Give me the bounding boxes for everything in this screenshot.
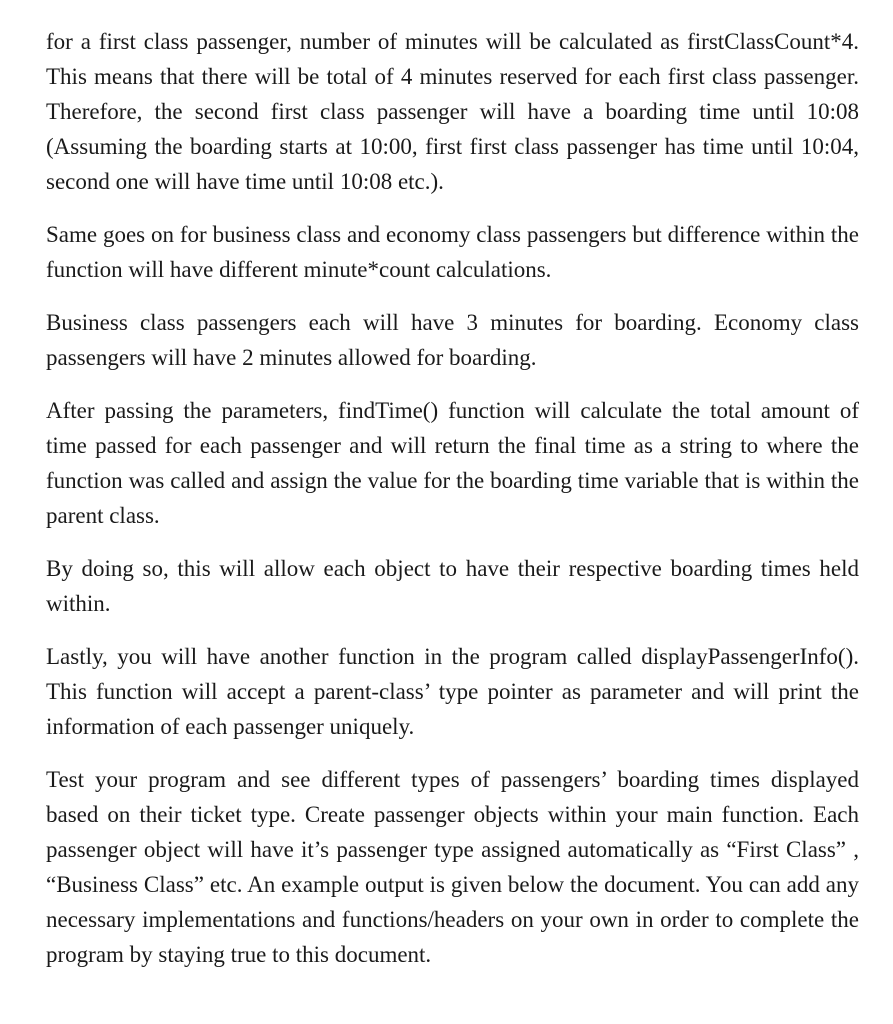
paragraph-findtime-function: After passing the parameters, findTime() function will calculate the total amount of time passed for each passenger and will return the final time as a string to where the function was called and assign the value for the boarding time variable that is within the parent class. bbox=[46, 398, 859, 528]
document-body bbox=[46, 24, 859, 990]
paragraph-minutes-per-class: Business class passengers each will have 3 minutes for boarding. Economy class passengers will have 2 minutes allowed for boarding. bbox=[46, 310, 859, 370]
paragraph-test-program: Test your program and see different types of passengers’ boarding times displayed based on their ticket type. Create passenger objects within your main function. Each passenger object will have it’s passenger type assigned automatically as “First Class” , “Business Class” etc. An example output is given below the document. You can add any necessary implementations and functions/headers on your own in order to complete the program by staying true to this document. bbox=[46, 767, 859, 967]
paragraph-business-economy-calculation: Same goes on for business class and economy class passengers but difference within the function will have different minute*count calculations. bbox=[46, 222, 859, 282]
paragraph-display-passenger-info: Lastly, you will have another function in the program called displayPassengerInfo(). This function will accept a parent-class’ type pointer as parameter and will print the information of each passenger uniquely. bbox=[46, 644, 859, 739]
paragraph-boarding-time-first-class: for a first class passenger, number of minutes will be calculated as firstClassCount*4. This means that there will be total of 4 minutes reserved for each first class passenger. Therefore, the second first class passenger will have a boarding time until 10:08 (Assuming the boarding starts at 10:00, first first class passenger has time until 10:04, second one will have time until 10:08 etc.). bbox=[46, 29, 859, 194]
paragraph-boarding-times-held: By doing so, this will allow each object to have their respective boarding times held within. bbox=[46, 556, 859, 616]
